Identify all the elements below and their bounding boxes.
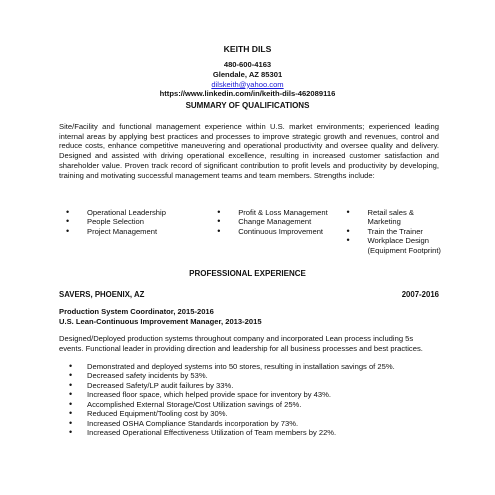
experience-heading: PROFESSIONAL EXPERIENCE — [189, 269, 306, 278]
achievement-item: • Demonstrated and deployed systems into 50 stores, resulting in installation savings of 25%. — [59, 362, 439, 371]
achievements-list — [59, 362, 439, 438]
strength-item: • Retail sales & Marketing — [344, 208, 443, 227]
strengths-column-3 — [344, 208, 443, 255]
strength-item: • People Selection — [63, 217, 214, 226]
phone-number: 480-600-4163 — [223, 60, 272, 69]
strength-item: • Change Management — [214, 217, 343, 226]
summary-paragraph: Site/Facility and functional management experience within U.S. market environments; experienced leading internal areas by applying best practices and processes to improve strategic growth and revenues, control and reduce costs, enhance competitive maneuvering and operational productivity and oversee quality and delivery. Designed and assisted with driving operational excellence, resulting in increased customer satisfaction and shareholder value. Proven track record of significant contribution to profit levels and productivity by developing, training and motivating successful management teams and team members. Strengths include: — [59, 122, 439, 180]
candidate-name: KEITH DILS — [223, 44, 272, 54]
linkedin-url[interactable]: https://www.linkedin.com/in/keith-dils-462089116 — [159, 89, 336, 99]
strengths-column-2 — [214, 208, 343, 255]
strength-item: • Profit & Loss Management — [214, 208, 343, 217]
achievement-item: • Increased OSHA Compliance Standards incorporation by 73%. — [59, 419, 439, 428]
achievement-item: • Reduced Equipment/Tooling cost by 30%. — [59, 409, 439, 418]
summary-heading: SUMMARY OF QUALIFICATIONS — [185, 101, 310, 110]
achievement-item: • Decreased safety incidents by 53%. — [59, 371, 439, 380]
strengths-list — [63, 208, 443, 255]
position-title: U.S. Lean-Continuous Improvement Manager, 2013-2015 — [59, 316, 262, 326]
employment-dates: 2007-2016 — [401, 290, 439, 299]
achievement-item: • Decreased Safety/LP audit failures by 33%. — [59, 381, 439, 390]
strength-item: • Operational Leadership — [63, 208, 214, 217]
strengths-column-1 — [63, 208, 214, 255]
contact-header — [0, 44, 495, 99]
email-link[interactable]: dilskeith@yahoo.com — [211, 79, 284, 89]
company-name: SAVERS, PHOENIX, AZ — [59, 290, 145, 299]
strength-item: • Project Management — [63, 227, 214, 236]
strength-item: • Train the Trainer — [344, 227, 443, 236]
role-description: Designed/Deployed production systems throughout company and incorporated Lean process including 5s events. Functional leader in providing direction and leadership for all business processes and best practices. — [59, 334, 423, 353]
strength-item: • Workplace Design (Equipment Footprint) — [344, 236, 443, 255]
achievement-item: • Accomplished External Storage/Cost Utilization savings of 25%. — [59, 400, 439, 409]
strength-item: • Continuous Improvement — [214, 227, 343, 236]
positions-list — [59, 307, 439, 326]
achievement-item: • Increased Operational Effectiveness Utilization of Team members by 22%. — [59, 428, 439, 437]
achievement-item: • Increased floor space, which helped provide space for inventory by 43%. — [59, 390, 439, 399]
location: Glendale, AZ 85301 — [212, 69, 283, 79]
position-title: Production System Coordinator, 2015-2016 — [59, 307, 214, 316]
company-row — [59, 290, 439, 300]
